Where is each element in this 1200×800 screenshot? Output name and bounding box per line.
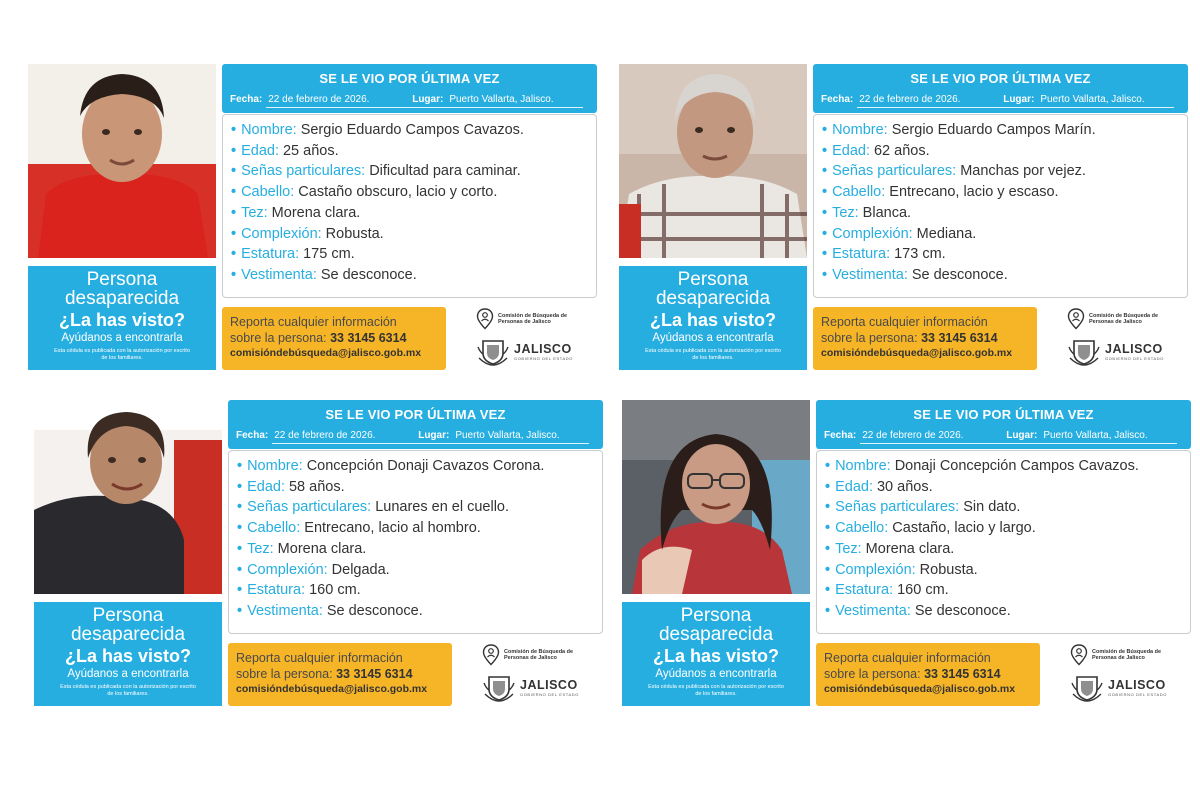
missing-line-2: desaparecida xyxy=(658,624,774,645)
detail-label: Complexión: xyxy=(241,225,322,242)
detail-value: Entrecano, lacio y escaso. xyxy=(889,184,1059,201)
date-value: 22 de febrero de 2026. xyxy=(268,94,370,105)
detail-label: Complexión: xyxy=(247,561,328,578)
missing-line-2: desaparecida xyxy=(64,288,180,309)
place-label: Lugar: xyxy=(412,94,444,105)
last-seen-title: SE LE VIO POR ÚLTIMA VEZ xyxy=(319,71,500,86)
detail-value: Delgada. xyxy=(331,561,390,578)
header-underline xyxy=(857,107,1174,108)
last-seen-meta xyxy=(236,430,560,441)
missing-person-card-3 xyxy=(34,400,604,706)
authorization-note: Esta cédula es publicada con la autorización por escrito de los familiares. xyxy=(648,684,784,697)
report-line-1: Reporta cualquier información xyxy=(824,651,991,665)
help-find-text: Ayúdanos a encontrarla xyxy=(67,668,189,680)
last-seen-header xyxy=(813,64,1188,113)
detail-label: Edad: xyxy=(835,478,873,495)
detail-label: Vestimenta: xyxy=(835,602,911,619)
person-photo-woman xyxy=(34,400,222,594)
report-phone[interactable]: 33 3145 6314 xyxy=(330,331,407,345)
bullet-icon: • xyxy=(237,602,243,619)
detail-label: Nombre: xyxy=(241,122,297,138)
detail-value: Se desconoce. xyxy=(914,602,1011,619)
missing-line-1: Persona xyxy=(680,605,752,626)
date-value: 22 de febrero de 2026. xyxy=(859,94,961,105)
jalisco-shield-icon xyxy=(482,674,516,702)
detail-value: 30 años. xyxy=(876,478,933,495)
jalisco-logo xyxy=(476,338,573,366)
detail-label: Vestimenta: xyxy=(832,266,908,283)
jalisco-name: JALISCO xyxy=(1108,678,1166,692)
detail-row xyxy=(825,477,1190,498)
detail-row xyxy=(825,539,1190,560)
report-line-2 xyxy=(821,330,1037,346)
last-seen-meta xyxy=(230,94,554,105)
bullet-icon: • xyxy=(237,520,243,537)
last-seen-title: SE LE VIO POR ÚLTIMA VEZ xyxy=(910,71,1091,86)
detail-value: Concepción Donaji Cavazos Corona. xyxy=(306,458,545,474)
detail-value: Sin dato. xyxy=(963,499,1021,516)
detail-row xyxy=(825,518,1190,539)
detail-value: Donaji Concepción Campos Cavazos. xyxy=(894,458,1139,474)
person-photo xyxy=(619,64,807,258)
detail-row xyxy=(231,161,596,182)
detail-label: Cabello: xyxy=(241,184,295,201)
report-line-1: Reporta cualquier información xyxy=(230,315,397,329)
jalisco-name: JALISCO xyxy=(514,342,572,356)
bullet-icon: • xyxy=(237,499,243,516)
jalisco-wordmark xyxy=(1108,679,1167,697)
help-find-text: Ayúdanos a encontrarla xyxy=(655,668,777,680)
detail-row xyxy=(822,161,1187,182)
authorization-note: Esta cédula es publicada con la autorización por escrito de los familiares. xyxy=(60,684,196,697)
bullet-icon: • xyxy=(231,246,237,263)
date-label: Fecha: xyxy=(821,94,854,105)
place-value: Puerto Vallarta, Jalisco. xyxy=(455,430,560,441)
last-seen-title: SE LE VIO POR ÚLTIMA VEZ xyxy=(913,407,1094,422)
person-photo xyxy=(28,64,216,258)
report-line-1: Reporta cualquier información xyxy=(236,651,403,665)
detail-row xyxy=(822,224,1187,245)
detail-row xyxy=(237,497,602,518)
detail-label: Tez: xyxy=(835,540,862,557)
have-you-seen-heading: ¿La has visto? xyxy=(64,646,192,666)
detail-row xyxy=(825,580,1190,601)
report-email[interactable]: comisióndebúsqueda@jalisco.gob.mx xyxy=(230,347,422,359)
detail-label: Vestimenta: xyxy=(241,266,317,283)
missing-person-box xyxy=(28,266,216,370)
detail-value: Robusta. xyxy=(325,225,384,242)
bullet-icon: • xyxy=(825,499,831,516)
place-value: Puerto Vallarta, Jalisco. xyxy=(449,94,554,105)
date-label: Fecha: xyxy=(230,94,263,105)
detail-row xyxy=(231,265,596,286)
detail-row xyxy=(237,580,602,601)
bullet-icon: • xyxy=(825,540,831,557)
bullet-icon: • xyxy=(231,163,237,180)
detail-row xyxy=(231,182,596,203)
detail-row xyxy=(825,456,1190,477)
detail-row xyxy=(237,560,602,581)
institution-logos xyxy=(482,644,602,706)
header-underline xyxy=(860,443,1177,444)
bullet-icon: • xyxy=(825,478,831,495)
detail-label: Señas particulares: xyxy=(241,163,366,180)
detail-value: Morena clara. xyxy=(271,204,361,221)
detail-label: Cabello: xyxy=(835,520,889,537)
person-details-box xyxy=(813,114,1188,298)
jalisco-wordmark xyxy=(1105,343,1164,361)
jalisco-name: JALISCO xyxy=(520,678,578,692)
report-box xyxy=(228,643,452,706)
person-details-box xyxy=(228,450,603,634)
location-pin-icon xyxy=(476,308,494,330)
report-box xyxy=(222,307,446,370)
last-seen-meta xyxy=(821,94,1145,105)
missing-person-card-2 xyxy=(619,64,1189,370)
bullet-icon: • xyxy=(825,561,831,578)
detail-label: Edad: xyxy=(247,478,285,495)
bullet-icon: • xyxy=(825,458,831,474)
commission-name: Comisión de Búsqueda de Personas de Jalisco xyxy=(1089,313,1159,325)
bullet-icon: • xyxy=(231,184,237,201)
person-details-box xyxy=(816,450,1191,634)
commission-logo xyxy=(1070,644,1162,666)
detail-value: Blanca. xyxy=(862,204,912,221)
detail-value: 160 cm. xyxy=(309,582,361,599)
detail-value: 62 años. xyxy=(873,142,930,159)
bullet-icon: • xyxy=(231,266,237,283)
detail-row xyxy=(231,141,596,162)
bullet-icon: • xyxy=(237,458,243,474)
missing-line-1: Persona xyxy=(86,269,158,290)
jalisco-logo xyxy=(482,674,579,702)
detail-row xyxy=(822,265,1187,286)
missing-line-1: Persona xyxy=(92,605,164,626)
last-seen-header xyxy=(222,64,597,113)
person-photo xyxy=(34,400,222,594)
person-photo-young-woman-glasses xyxy=(622,400,810,594)
report-email[interactable]: comisióndebúsqueda@jalisco.gob.mx xyxy=(821,347,1013,359)
detail-row xyxy=(231,120,596,141)
bullet-icon: • xyxy=(237,582,243,599)
detail-label: Cabello: xyxy=(247,520,301,537)
commission-name: Comisión de Búsqueda de Personas de Jalisco xyxy=(498,313,568,325)
jalisco-name: JALISCO xyxy=(1105,342,1163,356)
detail-row xyxy=(237,518,602,539)
detail-value: 175 cm. xyxy=(303,246,355,263)
last-seen-title: SE LE VIO POR ÚLTIMA VEZ xyxy=(325,407,506,422)
detail-label: Señas particulares: xyxy=(247,499,372,516)
missing-person-card-1 xyxy=(28,64,598,370)
missing-person-card-4 xyxy=(622,400,1192,706)
person-photo-older-man xyxy=(619,64,807,258)
detail-value: Dificultad para caminar. xyxy=(369,163,521,180)
detail-value: Castaño obscuro, lacio y corto. xyxy=(298,184,498,201)
commission-logo xyxy=(482,644,574,666)
detail-value: Se desconoce. xyxy=(320,266,417,283)
detail-row xyxy=(822,203,1187,224)
detail-row xyxy=(237,477,602,498)
detail-label: Señas particulares: xyxy=(832,163,957,180)
detail-row xyxy=(231,203,596,224)
report-box xyxy=(813,307,1037,370)
bullet-icon: • xyxy=(825,520,831,537)
have-you-seen-heading: ¿La has visto? xyxy=(652,646,780,666)
detail-value: Manchas por vejez. xyxy=(960,163,1086,180)
report-line-2-text: sobre la persona: xyxy=(821,331,918,345)
detail-value: Morena clara. xyxy=(277,540,367,557)
place-label: Lugar: xyxy=(1006,430,1038,441)
missing-line-2: desaparecida xyxy=(655,288,771,309)
help-find-text: Ayúdanos a encontrarla xyxy=(61,332,183,344)
detail-value: Morena clara. xyxy=(865,540,955,557)
missing-person-box xyxy=(622,602,810,706)
detail-value: 160 cm. xyxy=(897,582,949,599)
person-details-box xyxy=(222,114,597,298)
detail-value: Mediana. xyxy=(916,225,977,242)
have-you-seen-heading: ¿La has visto? xyxy=(649,310,777,330)
bullet-icon: • xyxy=(825,582,831,599)
jalisco-shield-icon xyxy=(476,338,510,366)
bullet-icon: • xyxy=(825,602,831,619)
detail-label: Nombre: xyxy=(832,122,888,138)
location-pin-icon xyxy=(1070,644,1088,666)
detail-label: Tez: xyxy=(241,204,268,221)
detail-value: Se desconoce. xyxy=(911,266,1008,283)
gobierno-text: GOBIERNO DEL ESTADO xyxy=(1108,692,1167,697)
institution-logos xyxy=(476,308,596,370)
date-value: 22 de febrero de 2026. xyxy=(862,430,964,441)
bullet-icon: • xyxy=(231,225,237,242)
detail-label: Tez: xyxy=(832,204,859,221)
person-photo xyxy=(622,400,810,594)
bullet-icon: • xyxy=(822,184,828,201)
bullet-icon: • xyxy=(231,122,237,138)
commission-name: Comisión de Búsqueda de Personas de Jalisco xyxy=(1092,649,1162,661)
detail-value: Lunares en el cuello. xyxy=(375,499,510,516)
detail-value: Sergio Eduardo Campos Marín. xyxy=(891,122,1096,138)
location-pin-icon xyxy=(1067,308,1085,330)
detail-label: Complexión: xyxy=(835,561,916,578)
authorization-note: Esta cédula es publicada con la autorización por escrito de los familiares. xyxy=(645,348,781,361)
header-underline xyxy=(266,107,583,108)
report-phone[interactable]: 33 3145 6314 xyxy=(921,331,998,345)
detail-row xyxy=(231,244,596,265)
commission-name: Comisión de Búsqueda de Personas de Jalisco xyxy=(504,649,574,661)
institution-logos xyxy=(1070,644,1190,706)
bullet-icon: • xyxy=(822,246,828,263)
date-value: 22 de febrero de 2026. xyxy=(274,430,376,441)
detail-value: Robusta. xyxy=(919,561,978,578)
detail-row xyxy=(237,539,602,560)
missing-person-box xyxy=(619,266,807,370)
detail-label: Señas particulares: xyxy=(835,499,960,516)
missing-person-box xyxy=(34,602,222,706)
detail-value: 173 cm. xyxy=(894,246,946,263)
report-email[interactable]: comisióndebúsqueda@jalisco.gob.mx xyxy=(236,683,428,695)
jalisco-wordmark xyxy=(514,343,573,361)
missing-line-2: desaparecida xyxy=(70,624,186,645)
gobierno-text: GOBIERNO DEL ESTADO xyxy=(520,692,579,697)
report-line-2-text: sobre la persona: xyxy=(824,667,921,681)
place-label: Lugar: xyxy=(1003,94,1035,105)
commission-logo xyxy=(1067,308,1159,330)
detail-label: Estatura: xyxy=(835,582,894,599)
detail-value: Entrecano, lacio al hombro. xyxy=(304,520,481,537)
report-line-2 xyxy=(230,330,446,346)
detail-row xyxy=(825,601,1190,622)
detail-label: Nombre: xyxy=(835,458,891,474)
bullet-icon: • xyxy=(237,540,243,557)
jalisco-logo xyxy=(1067,338,1164,366)
detail-value: Castaño, lacio y largo. xyxy=(892,520,1036,537)
detail-label: Vestimenta: xyxy=(247,602,323,619)
detail-row xyxy=(822,244,1187,265)
bullet-icon: • xyxy=(237,561,243,578)
detail-label: Edad: xyxy=(241,142,279,159)
bullet-icon: • xyxy=(822,225,828,242)
jalisco-logo xyxy=(1070,674,1167,702)
report-line-2 xyxy=(236,666,452,682)
detail-row xyxy=(822,182,1187,203)
detail-label: Edad: xyxy=(832,142,870,159)
place-label: Lugar: xyxy=(418,430,450,441)
bullet-icon: • xyxy=(231,204,237,221)
place-value: Puerto Vallarta, Jalisco. xyxy=(1043,430,1148,441)
jalisco-shield-icon xyxy=(1067,338,1101,366)
detail-value: 58 años. xyxy=(288,478,345,495)
last-seen-header xyxy=(816,400,1191,449)
report-line-2-text: sobre la persona: xyxy=(236,667,333,681)
help-find-text: Ayúdanos a encontrarla xyxy=(652,332,774,344)
bullet-icon: • xyxy=(231,142,237,159)
gobierno-text: GOBIERNO DEL ESTADO xyxy=(514,356,573,361)
detail-row xyxy=(237,456,602,477)
detail-label: Nombre: xyxy=(247,458,303,474)
commission-logo xyxy=(476,308,568,330)
bullet-icon: • xyxy=(822,142,828,159)
authorization-note: Esta cédula es publicada con la autorización por escrito de los familiares. xyxy=(54,348,190,361)
report-email[interactable]: comisióndebúsqueda@jalisco.gob.mx xyxy=(824,683,1016,695)
bullet-icon: • xyxy=(822,163,828,180)
detail-label: Cabello: xyxy=(832,184,886,201)
date-label: Fecha: xyxy=(236,430,269,441)
detail-row xyxy=(822,141,1187,162)
report-line-1: Reporta cualquier información xyxy=(821,315,988,329)
bullet-icon: • xyxy=(822,204,828,221)
jalisco-wordmark xyxy=(520,679,579,697)
location-pin-icon xyxy=(482,644,500,666)
header-underline xyxy=(272,443,589,444)
detail-label: Estatura: xyxy=(241,246,300,263)
last-seen-meta xyxy=(824,430,1148,441)
institution-logos xyxy=(1067,308,1187,370)
detail-label: Estatura: xyxy=(247,582,306,599)
bullet-icon: • xyxy=(822,122,828,138)
detail-value: Se desconoce. xyxy=(326,602,423,619)
detail-row xyxy=(825,560,1190,581)
gobierno-text: GOBIERNO DEL ESTADO xyxy=(1105,356,1164,361)
bullet-icon: • xyxy=(237,478,243,495)
detail-label: Tez: xyxy=(247,540,274,557)
detail-label: Complexión: xyxy=(832,225,913,242)
detail-value: 25 años. xyxy=(282,142,339,159)
missing-line-1: Persona xyxy=(677,269,749,290)
detail-value: Sergio Eduardo Campos Cavazos. xyxy=(300,122,524,138)
report-box xyxy=(816,643,1040,706)
detail-row xyxy=(825,497,1190,518)
detail-row xyxy=(237,601,602,622)
detail-label: Estatura: xyxy=(832,246,891,263)
last-seen-header xyxy=(228,400,603,449)
detail-row xyxy=(822,120,1187,141)
report-phone[interactable]: 33 3145 6314 xyxy=(924,667,1001,681)
report-line-2-text: sobre la persona: xyxy=(230,331,327,345)
jalisco-shield-icon xyxy=(1070,674,1104,702)
date-label: Fecha: xyxy=(824,430,857,441)
bullet-icon: • xyxy=(822,266,828,283)
report-line-2 xyxy=(824,666,1040,682)
person-photo-young-man xyxy=(28,64,216,258)
have-you-seen-heading: ¿La has visto? xyxy=(58,310,186,330)
detail-row xyxy=(231,224,596,245)
report-phone[interactable]: 33 3145 6314 xyxy=(336,667,413,681)
place-value: Puerto Vallarta, Jalisco. xyxy=(1040,94,1145,105)
